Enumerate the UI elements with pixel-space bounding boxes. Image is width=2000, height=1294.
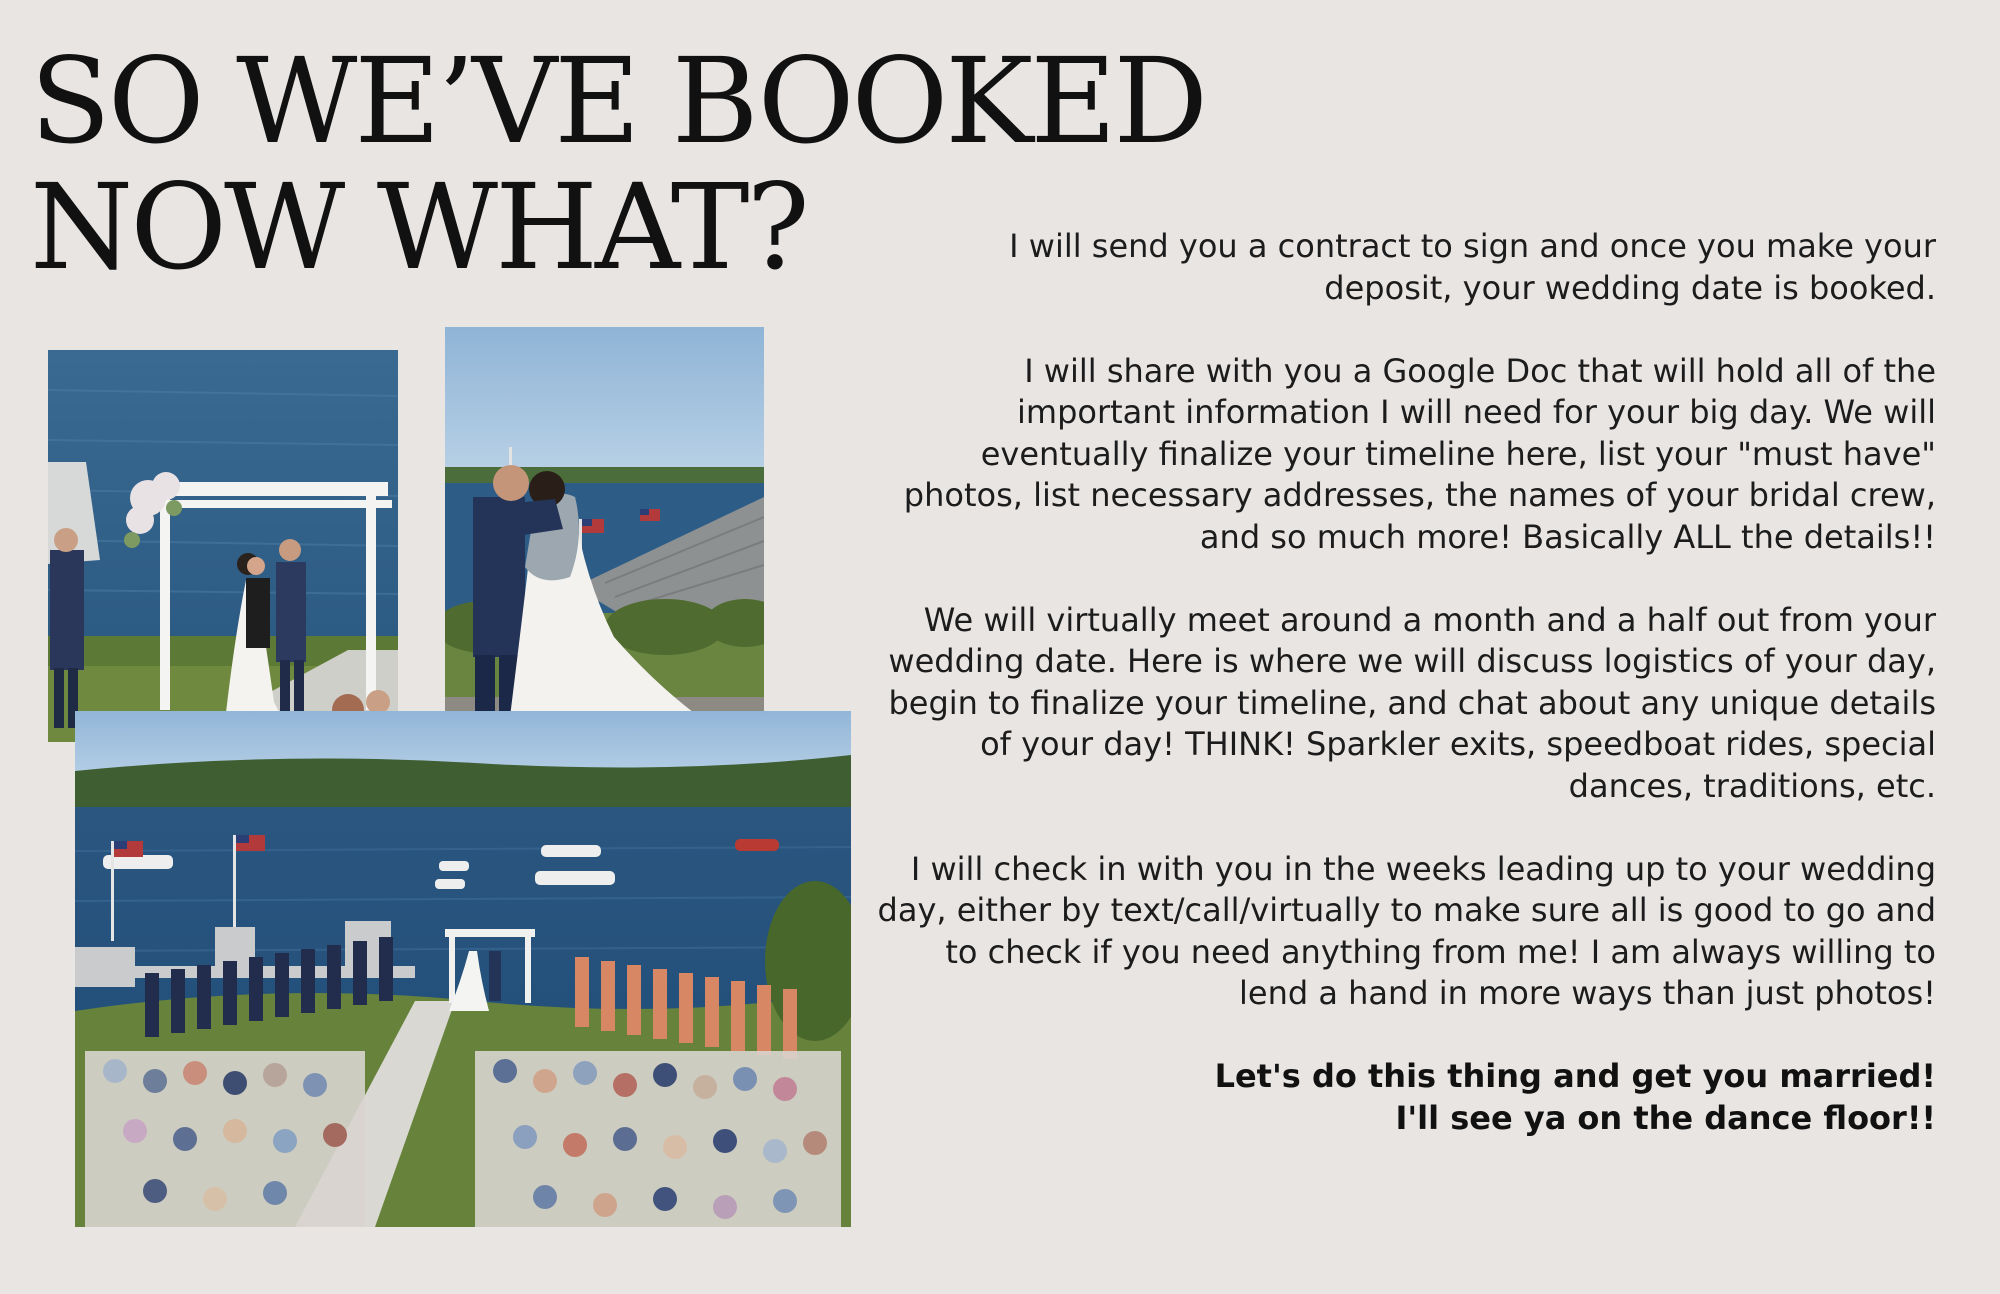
closing-line-1: Let's do this thing and get you married! <box>1214 1057 1936 1095</box>
step-contract-paragraph: I will send you a contract to sign and once you make your deposit, your wedding date is booked. <box>1009 227 1936 307</box>
closing-message <box>876 1056 1936 1139</box>
step-virtual-meeting-paragraph: We will virtually meet around a month and a half out from your wedding date. Here is where we will discuss logistics of your day, begin to finalize your timeline, and chat about any unique details of your day! THINK! Sparkler exits, speedboat rides, special dances, traditions, etc. <box>888 600 1936 805</box>
next-steps-copy <box>876 226 1936 1139</box>
heading-line-1: SO WE’VE BOOKED <box>30 32 1206 170</box>
heading-line-2: NOW WHAT? <box>30 158 807 296</box>
ceremony-photo-pergola <box>48 350 398 742</box>
closing-line-2: I'll see ya on the dance floor!! <box>1395 1098 1936 1137</box>
couple-hug-photo <box>445 327 764 767</box>
step-google-doc-paragraph: I will share with you a Google Doc that will hold all of the important information I will need for your big day. We will eventually finalize your timeline here, list your "must have" photos, list necessary addresses, the names of your bridal crew, and so much more! Basically ALL the details!! <box>903 351 1936 556</box>
aerial-ceremony-photo <box>75 711 851 1227</box>
step-check-in-paragraph: I will check in with you in the weeks leading up to your wedding day, either by text/call/virtually to make sure all is good to go and to check if you need anything from me! I am always willing to lend a hand in more ways than just photos! <box>877 849 1936 1012</box>
